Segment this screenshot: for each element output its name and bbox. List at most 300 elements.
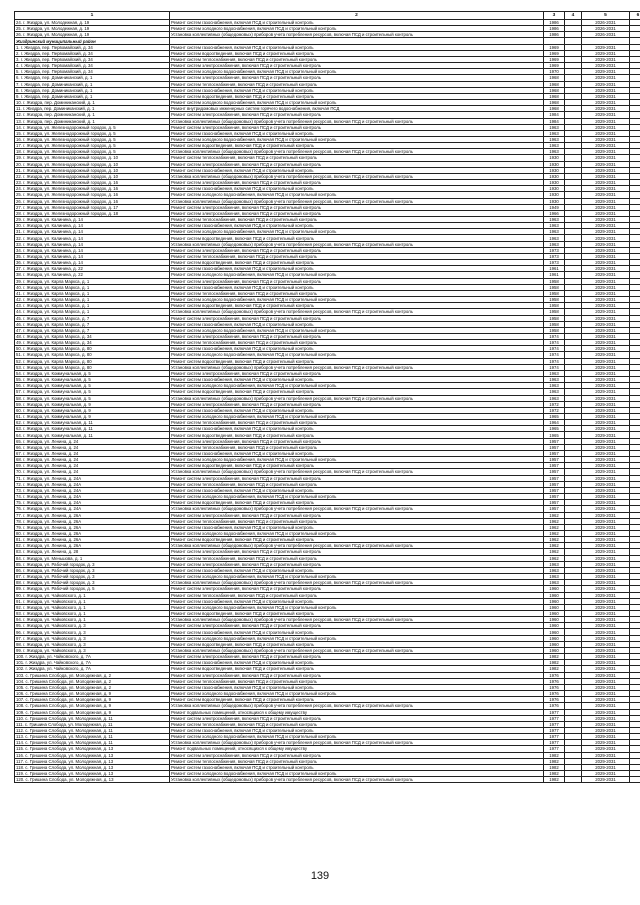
address-cell: 39. г. Жиздра, ул. Карла Маркса, д. 1: [15, 278, 170, 284]
address-cell: 21. г. Жиздра, ул. Железнодорожный городок, д. 10: [15, 167, 170, 173]
work-type-cell: Ремонт систем водоотведения, включая ПСД и строительный контроль: [170, 358, 544, 364]
work-type-cell: Ремонт систем холодного водоснабжения, включая ПСД и строительный контроль: [170, 327, 544, 333]
period-cell: 2029-2031: [582, 641, 630, 647]
year-cell: 1963: [544, 377, 565, 383]
work-type-cell: Установка коллективных (общедомовых) приборов учета потребления ресурсов, включая ПСД и строительный контроль: [170, 173, 544, 179]
period-cell: 2029-2031: [582, 167, 630, 173]
period-cell: 2029-2031: [582, 752, 630, 758]
address-cell: 73. г. Жиздра, ул. Ленина, д. 24А: [15, 487, 170, 493]
table-body: [15, 12, 640, 783]
work-type-cell: Ремонт систем газоснабжения, включая ПСД и строительный контроль: [170, 377, 544, 383]
address-cell: 101. г. Жиздра, ул. Чайковского, д. 7А: [15, 660, 170, 666]
period-cell: 2029-2031: [582, 186, 630, 192]
work-type-cell: Ремонт систем водоотведения, включая ПСД и строительный контроль: [170, 50, 544, 56]
work-type-cell: Ремонт систем электроснабжения, включая ПСД и строительный контроль: [170, 401, 544, 407]
period-cell: 2029-2031: [582, 340, 630, 346]
year-cell: 1974: [544, 340, 565, 346]
address-cell: 119. с. Гришина Слобода, ул. Молодежная, д. 13: [15, 771, 170, 777]
period-cell: 2029-2031: [582, 106, 630, 112]
work-type-cell: Ремонт систем теплоснабжения, включая ПСД и строительный контроль: [170, 721, 544, 727]
year-cell: 1974: [544, 364, 565, 370]
year-cell: 1976: [544, 678, 565, 684]
section-title: Жиздринский муниципальный район: [15, 38, 170, 44]
work-type-cell: Ремонт систем электроснабжения, включая ПСД и строительный контроль: [170, 475, 544, 481]
address-cell: 112. с. Гришина Слобода, ул. Молодежная, д. 11: [15, 727, 170, 733]
address-cell: 52. г. Жиздра, ул. Карла Маркса, д. 80: [15, 358, 170, 364]
work-type-cell: Ремонт систем холодного водоснабжения, включая ПСД и строительный контроль: [170, 69, 544, 75]
period-cell: 2029-2031: [582, 586, 630, 592]
period-cell: 2029-2031: [582, 69, 630, 75]
period-cell: 2029-2031: [582, 740, 630, 746]
work-type-cell: Ремонт систем электроснабжения, включая ПСД и строительный контроль: [170, 586, 544, 592]
year-cell: 1972: [544, 407, 565, 413]
period-cell: 2029-2031: [582, 494, 630, 500]
period-cell: 2029-2031: [582, 561, 630, 567]
year-cell: 1963: [544, 395, 565, 401]
year-cell: 1958: [544, 290, 565, 296]
work-type-cell: Ремонт систем холодного водоснабжения, включая ПСД и строительный контроль: [170, 229, 544, 235]
year-cell: 1961: [544, 272, 565, 278]
work-type-cell: Ремонт систем холодного водоснабжения, включая ПСД и строительный контроль: [170, 635, 544, 641]
period-cell: 2029-2031: [582, 623, 630, 629]
column-number: 4: [565, 12, 582, 20]
address-cell: 72. г. Жиздра, ул. Ленина, д. 24А: [15, 481, 170, 487]
period-cell: 2029-2031: [582, 346, 630, 352]
year-cell: 1974: [544, 352, 565, 358]
year-cell: 1963: [544, 143, 565, 149]
column-number: 2: [170, 12, 544, 20]
year-cell: 1958: [544, 303, 565, 309]
year-cell: 1970: [544, 69, 565, 75]
period-cell: 2029-2031: [582, 524, 630, 530]
period-cell: 2029-2031: [582, 691, 630, 697]
address-cell: 77. г. Жиздра, ул. Ленина, д. 26А: [15, 512, 170, 518]
address-cell: 2. г. Жиздра, пер. Первомайский, д. 34: [15, 50, 170, 56]
address-cell: 18. г. Жиздра, ул. Железнодорожный городок, д. 5: [15, 149, 170, 155]
address-cell: 24. г. Жиздра, ул. Железнодорожный городок, д. 16: [15, 186, 170, 192]
work-type-cell: Ремонт систем электроснабжения, включая ПСД и строительный контроль: [170, 180, 544, 186]
address-cell: 107. с. Гришина Слобода, ул. Молодежная, д. 9: [15, 697, 170, 703]
year-cell: 1960: [544, 604, 565, 610]
address-cell: 55. г. Жиздра, ул. Коммунальная, д. 5: [15, 377, 170, 383]
year-cell: 1976: [544, 684, 565, 690]
work-type-cell: Ремонт систем газоснабжения, включая ПСД и строительный контроль: [170, 87, 544, 93]
work-type-cell: Ремонт систем водоотведения, включая ПСД и строительный контроль: [170, 93, 544, 99]
year-cell: 1957: [544, 438, 565, 444]
address-cell: 98. г. Жиздра, ул. Чайковского, д. 3: [15, 641, 170, 647]
address-cell: 115. с. Гришина Слобода, ул. Молодежная, д. 13: [15, 746, 170, 752]
address-cell: 59. г. Жиздра, ул. Коммунальная, д. 9: [15, 401, 170, 407]
column-number: 1: [15, 12, 170, 20]
period-cell: 2029-2031: [582, 697, 630, 703]
work-type-cell: Ремонт систем газоснабжения, включая ПСД и строительный контроль: [170, 764, 544, 770]
year-cell: 1965: [544, 426, 565, 432]
period-cell: 2029-2031: [582, 358, 630, 364]
address-cell: 19. г. Жиздра, ул. Железнодорожный городок, д. 10: [15, 155, 170, 161]
year-cell: 1958: [544, 315, 565, 321]
year-cell: 1968: [544, 93, 565, 99]
address-cell: 113. с. Гришина Слобода, ул. Молодежная, д. 11: [15, 734, 170, 740]
address-cell: 82. г. Жиздра, ул. Ленина, д. 26А: [15, 543, 170, 549]
address-cell: 7. г. Жиздра, пер. Доминиканский, д. 1: [15, 81, 170, 87]
period-cell: 2029-2031: [582, 450, 630, 456]
period-cell: 2029-2031: [582, 124, 630, 130]
address-cell: 90. г. Жиздра, ул. Чайковского, д. 1: [15, 592, 170, 598]
year-cell: 1957: [544, 444, 565, 450]
column-number-row: [15, 12, 640, 20]
work-type-cell: Ремонт систем холодного водоснабжения, включая ПСД и строительный контроль: [170, 691, 544, 697]
work-type-cell: Ремонт систем холодного водоснабжения, включая ПСД и строительный контроль: [170, 352, 544, 358]
year-cell: 1957: [544, 494, 565, 500]
work-type-cell: Ремонт систем водоотведения, включая ПСД и строительный контроль: [170, 235, 544, 241]
address-cell: 38. г. Жиздра, ул. Калинина, д. 22: [15, 272, 170, 278]
address-cell: 78. г. Жиздра, ул. Ленина, д. 26А: [15, 518, 170, 524]
period-cell: 2029-2031: [582, 321, 630, 327]
year-cell: 1963: [544, 217, 565, 223]
address-cell: 116. с. Гришина Слобода, ул. Молодежная, д. 13: [15, 752, 170, 758]
address-cell: 102. г. Жиздра, ул. Чайковского, д. 7А: [15, 666, 170, 672]
work-type-cell: Установка коллективных (общедомовых) приборов учета потребления ресурсов, включая ПСД и строительный контроль: [170, 617, 544, 623]
work-type-cell: Ремонт систем теплоснабжения, включая ПСД и строительный контроль: [170, 678, 544, 684]
address-cell: 61. г. Жиздра, ул. Коммунальная, д. 9: [15, 414, 170, 420]
work-type-cell: Ремонт систем теплоснабжения, включая ПСД и строительный контроль: [170, 155, 544, 161]
period-cell: 2029-2031: [582, 734, 630, 740]
address-cell: 47. г. Жиздра, ул. Карла Маркса, д. 7: [15, 327, 170, 333]
address-cell: 110. с. Гришина Слобода, ул. Молодежная, д. 11: [15, 715, 170, 721]
address-cell: 48. г. Жиздра, ул. Карла Маркса, д. 34: [15, 333, 170, 339]
year-cell: 1960: [544, 623, 565, 629]
year-cell: 1976: [544, 672, 565, 678]
year-cell: 1963: [544, 229, 565, 235]
work-type-cell: Ремонт систем электроснабжения, включая ПСД и строительный контроль: [170, 752, 544, 758]
table-row: [15, 777, 640, 783]
period-cell: 2029-2031: [582, 118, 630, 124]
work-type-cell: Ремонт систем теплоснабжения, включая ПСД и строительный контроль: [170, 253, 544, 259]
period-cell: 2029-2031: [582, 672, 630, 678]
work-type-cell: Ремонт систем водоотведения, включая ПСД и строительный контроль: [170, 500, 544, 506]
work-type-cell: Ремонт систем теплоснабжения, включая ПСД и строительный контроль: [170, 758, 544, 764]
address-cell: 118. с. Гришина Слобода, ул. Молодежная, д. 13: [15, 764, 170, 770]
year-cell: 1963: [544, 149, 565, 155]
year-cell: 1969: [544, 63, 565, 69]
work-type-cell: Ремонт систем холодного водоснабжения, включая ПСД и строительный контроль: [170, 26, 544, 32]
year-cell: 1958: [544, 321, 565, 327]
period-cell: 2029-2031: [582, 684, 630, 690]
period-cell: 2029-2031: [582, 457, 630, 463]
period-cell: 2029-2031: [582, 364, 630, 370]
work-type-cell: Ремонт систем газоснабжения, включая ПСД и строительный контроль: [170, 130, 544, 136]
period-cell: 2029-2031: [582, 217, 630, 223]
work-type-cell: Ремонт систем теплоснабжения, включая ПСД и строительный контроль: [170, 420, 544, 426]
year-cell: 1972: [544, 401, 565, 407]
address-cell: 41. г. Жиздра, ул. Карла Маркса, д. 1: [15, 290, 170, 296]
work-type-cell: Ремонт систем газоснабжения, включая ПСД и строительный контроль: [170, 407, 544, 413]
period-cell: 2029-2031: [582, 75, 630, 81]
address-cell: 25. г. Жиздра, ул. Железнодорожный городок, д. 16: [15, 192, 170, 198]
year-cell: 1930: [544, 167, 565, 173]
year-cell: 1962: [544, 543, 565, 549]
work-type-cell: Ремонт систем электроснабжения, включая ПСД и строительный контроль: [170, 210, 544, 216]
period-cell: 2029-2031: [582, 377, 630, 383]
period-cell: 2029-2031: [582, 235, 630, 241]
period-cell: 2029-2031: [582, 555, 630, 561]
year-cell: 1982: [544, 666, 565, 672]
address-cell: 35. г. Жиздра, ул. Калинина, д. 14: [15, 253, 170, 259]
period-cell: 2029-2031: [582, 198, 630, 204]
period-cell: 2029-2031: [582, 297, 630, 303]
work-type-cell: Ремонт систем водоотведения, включая ПСД и строительный контроль: [170, 611, 544, 617]
work-type-cell: Ремонт систем газоснабжения, включая ПСД и строительный контроль: [170, 598, 544, 604]
address-cell: 5. г. Жиздра, пер. Первомайский, д. 34: [15, 69, 170, 75]
address-cell: 54. г. Жиздра, ул. Коммунальная, д. 5: [15, 370, 170, 376]
period-cell: 2029-2031: [582, 253, 630, 259]
year-cell: 1957: [544, 475, 565, 481]
period-cell: 2029-2031: [582, 407, 630, 413]
year-cell: 1963: [544, 574, 565, 580]
address-cell: 13. г. Жиздра, пер. Доминиканский, д. 1: [15, 118, 170, 124]
column-number: 6: [630, 12, 640, 20]
year-cell: 1962: [544, 518, 565, 524]
year-cell: 1957: [544, 450, 565, 456]
year-cell: 1957: [544, 487, 565, 493]
year-cell: 1986: [544, 20, 565, 26]
work-type-cell: Установка коллективных (общедомовых) приборов учета потребления ресурсов, включая ПСД и строительный контроль: [170, 364, 544, 370]
period-cell: 2029-2031: [582, 401, 630, 407]
work-type-cell: Ремонт систем газоснабжения, включая ПСД и строительный контроль: [170, 629, 544, 635]
period-cell: 2029-2031: [582, 180, 630, 186]
address-cell: 32. г. Жиздра, ул. Калинина, д. 14: [15, 235, 170, 241]
work-type-cell: Ремонт систем водоотведения, включая ПСД и строительный контроль: [170, 463, 544, 469]
work-type-cell: Ремонт систем электроснабжения, включая ПСД и строительный контроль: [170, 512, 544, 518]
address-cell: 53. г. Жиздра, ул. Карла Маркса, д. 80: [15, 364, 170, 370]
year-cell: 1984: [544, 118, 565, 124]
period-cell: 2029-2031: [582, 709, 630, 715]
year-cell: 1977: [544, 709, 565, 715]
period-cell: 2029-2031: [582, 204, 630, 210]
period-cell: 2029-2031: [582, 537, 630, 543]
address-cell: 23. г. Жиздра, ул. Железнодорожный городок, д. 16: [15, 180, 170, 186]
work-type-cell: Установка коллективных (общедомовых) приборов учета потребления ресурсов, включая ПСД и строительный контроль: [170, 395, 544, 401]
year-cell: 1973: [544, 247, 565, 253]
period-cell: 2029-2031: [582, 266, 630, 272]
address-cell: 57. г. Жиздра, ул. Коммунальная, д. 5: [15, 389, 170, 395]
work-type-cell: Ремонт систем газоснабжения, включая ПСД и строительный контроль: [170, 284, 544, 290]
year-cell: 1958: [544, 327, 565, 333]
address-cell: 3. г. Жиздра, пер. Первомайский, д. 34: [15, 56, 170, 62]
period-cell: 2029-2031: [582, 260, 630, 266]
work-type-cell: Ремонт систем холодного водоснабжения, включая ПСД и строительный контроль: [170, 734, 544, 740]
period-cell: 2029-2031: [582, 746, 630, 752]
address-cell: 75. г. Жиздра, ул. Ленина, д. 24А: [15, 500, 170, 506]
period-cell: 2029-2031: [582, 272, 630, 278]
address-cell: 34. г. Жиздра, ул. Калинина, д. 14: [15, 247, 170, 253]
address-cell: 70. г. Жиздра, ул. Ленина, д. 24: [15, 469, 170, 475]
period-cell: 2029-2031: [582, 543, 630, 549]
year-cell: 1958: [544, 284, 565, 290]
work-type-cell: Ремонт систем водоотведения, включая ПСД и строительный контроль: [170, 641, 544, 647]
work-type-cell: Ремонт систем холодного водоснабжения, включая ПСД и строительный контроль: [170, 297, 544, 303]
work-type-cell: Ремонт систем электроснабжения, включая ПСД и строительный контроль: [170, 63, 544, 69]
address-cell: 88. г. Жиздра, ул. Рабочий городок, д. 3: [15, 580, 170, 586]
period-cell: 2029-2031: [582, 758, 630, 764]
address-cell: 33. г. Жиздра, ул. Калинина, д. 14: [15, 241, 170, 247]
work-type-cell: Ремонт систем электроснабжения, включая ПСД и строительный контроль: [170, 315, 544, 321]
period-cell: 2029-2031: [582, 592, 630, 598]
work-type-cell: Ремонт систем теплоснабжения, включая ПСД и строительный контроль: [170, 290, 544, 296]
period-cell: 2029-2031: [582, 530, 630, 536]
work-type-cell: Ремонт систем теплоснабжения, включая ПСД и строительный контроль: [170, 481, 544, 487]
year-cell: 1957: [544, 457, 565, 463]
address-cell: 79. г. Жиздра, ул. Ленина, д. 26А: [15, 524, 170, 530]
period-cell: 2029-2031: [582, 475, 630, 481]
year-cell: 1974: [544, 358, 565, 364]
period-cell: 2029-2031: [582, 290, 630, 296]
work-type-cell: Ремонт систем теплоснабжения, включая ПСД и строительный контроль: [170, 81, 544, 87]
address-cell: 36. г. Жиздра, ул. Калинина, д. 14: [15, 260, 170, 266]
work-type-cell: Ремонт систем холодного водоснабжения, включая ПСД и строительный контроль: [170, 574, 544, 580]
work-type-cell: Ремонт систем холодного водоснабжения, включая ПСД и строительный контроль: [170, 530, 544, 536]
column-number: 3: [544, 12, 565, 20]
address-cell: 26. г. Жиздра, ул. Молодежная, д. 19: [15, 32, 170, 38]
address-cell: 44. г. Жиздра, ул. Карла Маркса, д. 1: [15, 309, 170, 315]
year-cell: 1960: [544, 647, 565, 653]
period-cell: 2029-2031: [582, 549, 630, 555]
year-cell: 1957: [544, 463, 565, 469]
work-type-cell: Ремонт систем водоотведения, включая ПСД и строительный контроль: [170, 260, 544, 266]
address-cell: 45. г. Жиздра, ул. Карла Маркса, д. 7: [15, 315, 170, 321]
address-cell: 80. г. Жиздра, ул. Ленина, д. 26А: [15, 530, 170, 536]
year-cell: 1973: [544, 253, 565, 259]
period-cell: 2029-2031: [582, 389, 630, 395]
year-cell: 1957: [544, 506, 565, 512]
work-type-cell: Ремонт систем электроснабжения, включая ПСД и строительный контроль: [170, 370, 544, 376]
year-cell: 1963: [544, 130, 565, 136]
work-type-cell: Ремонт систем электроснабжения, включая ПСД и строительный контроль: [170, 204, 544, 210]
work-type-cell: Ремонт систем водоотведения, включая ПСД и строительный контроль: [170, 666, 544, 672]
address-cell: 29. г. Жиздра, ул. Калинина, д. 14: [15, 217, 170, 223]
period-cell: 2029-2031: [582, 420, 630, 426]
address-cell: 92. г. Жиздра, ул. Чайковского, д. 1: [15, 604, 170, 610]
period-cell: 2029-2031: [582, 469, 630, 475]
work-type-cell: Ремонт систем газоснабжения, включая ПСД и строительный контроль: [170, 167, 544, 173]
address-cell: 81. г. Жиздра, ул. Ленина, д. 26А: [15, 537, 170, 543]
work-type-cell: Ремонт систем водоотведения, включая ПСД и строительный контроль: [170, 389, 544, 395]
year-cell: 1963: [544, 124, 565, 130]
year-cell: 1930: [544, 173, 565, 179]
address-cell: 25. г. Жиздра, ул. Молодежная, д. 19: [15, 26, 170, 32]
period-cell: 2029-2031: [582, 44, 630, 50]
work-type-cell: Ремонт систем электроснабжения, включая ПСД и строительный контроль: [170, 438, 544, 444]
year-cell: 1976: [544, 691, 565, 697]
year-cell: 1969: [544, 50, 565, 56]
work-type-cell: Ремонт систем газоснабжения, включая ПСД и строительный контроль: [170, 346, 544, 352]
year-cell: 1982: [544, 771, 565, 777]
year-cell: 1963: [544, 561, 565, 567]
address-cell: 69. г. Жиздра, ул. Ленина, д. 24: [15, 463, 170, 469]
work-type-cell: Ремонт систем электроснабжения, включая ПСД и строительный контроль: [170, 672, 544, 678]
work-type-cell: Установка коллективных (общедомовых) приборов учета потребления ресурсов, включая ПСД и строительный контроль: [170, 309, 544, 315]
year-cell: 1961: [544, 266, 565, 272]
period-cell: 2029-2031: [582, 370, 630, 376]
year-cell: 1957: [544, 469, 565, 475]
address-cell: 114. с. Гришина Слобода, ул. Молодежная, д. 11: [15, 740, 170, 746]
year-cell: 1977: [544, 740, 565, 746]
year-cell: 1930: [544, 161, 565, 167]
address-cell: 27. г. Жиздра, ул. Железнодорожный городок, д. 17: [15, 204, 170, 210]
period-cell: 2029-2031: [582, 315, 630, 321]
period-cell: 2029-2031: [582, 611, 630, 617]
work-type-cell: Ремонт систем газоснабжения, включая ПСД и строительный контроль: [170, 684, 544, 690]
work-type-cell: Ремонт систем газоснабжения, включая ПСД и строительный контроль: [170, 660, 544, 666]
address-cell: 86. г. Жиздра, ул. Рабочий городок, д. 3: [15, 567, 170, 573]
address-cell: 96. г. Жиздра, ул. Чайковского, д. 3: [15, 629, 170, 635]
address-cell: 64. г. Жиздра, ул. Коммунальная, д. 11: [15, 432, 170, 438]
year-cell: 1965: [544, 432, 565, 438]
year-cell: 1968: [544, 87, 565, 93]
address-cell: 106. с. Гришина Слобода, ул. Молодежная, д. 9: [15, 691, 170, 697]
year-cell: 1957: [544, 500, 565, 506]
year-cell: 1960: [544, 592, 565, 598]
period-cell: 2029-2031: [582, 654, 630, 660]
work-type-cell: Ремонт внутридомовых инженерных систем горячего водоснабжения, включая ПСД: [170, 106, 544, 112]
year-cell: 1964: [544, 420, 565, 426]
work-type-cell: Ремонт подвальных помещений, относящихся к общему имуществу: [170, 709, 544, 715]
year-cell: 1960: [544, 641, 565, 647]
address-cell: 8. г. Жиздра, пер. Доминиканский, д. 1: [15, 87, 170, 93]
year-cell: 1930: [544, 155, 565, 161]
year-cell: 1977: [544, 715, 565, 721]
period-cell: 2029-2031: [582, 703, 630, 709]
year-cell: 1930: [544, 198, 565, 204]
period-cell: 2029-2031: [582, 580, 630, 586]
period-cell: 2029-2031: [582, 56, 630, 62]
year-cell: 1982: [544, 752, 565, 758]
address-cell: 26. г. Жиздра, ул. Железнодорожный городок, д. 16: [15, 198, 170, 204]
period-cell: 2029-2031: [582, 715, 630, 721]
year-cell: 1982: [544, 758, 565, 764]
register-sheet: [14, 11, 640, 783]
work-type-cell: Ремонт систем газоснабжения, включая ПСД и строительный контроль: [170, 321, 544, 327]
year-cell: 1969: [544, 56, 565, 62]
year-cell: 1968: [544, 81, 565, 87]
address-cell: 51. г. Жиздра, ул. Карла Маркса, д. 80: [15, 352, 170, 358]
period-cell: 2029-2031: [582, 727, 630, 733]
period-cell: 2029-2031: [582, 93, 630, 99]
period-cell: 2029-2031: [582, 173, 630, 179]
year-cell: 1960: [544, 629, 565, 635]
work-type-cell: Установка коллективных (общедомовых) приборов учета потребления ресурсов, включая ПСД и строительный контроль: [170, 543, 544, 549]
address-cell: 4. г. Жиздра, пер. Первомайский, д. 34: [15, 63, 170, 69]
period-cell: 2029-2031: [582, 143, 630, 149]
period-cell: 2029-2031: [582, 229, 630, 235]
period-cell: 2029-2031: [582, 660, 630, 666]
year-cell: 1962: [544, 530, 565, 536]
year-cell: 1960: [544, 617, 565, 623]
work-type-cell: Ремонт систем электроснабжения, включая ПСД и строительный контроль: [170, 549, 544, 555]
period-cell: 2029-2031: [582, 63, 630, 69]
year-cell: 1982: [544, 777, 565, 783]
work-type-cell: Ремонт систем холодного водоснабжения, включая ПСД и строительный контроль: [170, 494, 544, 500]
period-cell: 2029-2031: [582, 241, 630, 247]
address-cell: 97. г. Жиздра, ул. Чайковского, д. 3: [15, 635, 170, 641]
work-type-cell: Установка коллективных (общедомовых) приборов учета потребления ресурсов, включая ПСД и строительный контроль: [170, 703, 544, 709]
work-type-cell: Установка коллективных (общедомовых) приборов учета потребления ресурсов, включая ПСД и строительный контроль: [170, 241, 544, 247]
period-cell: 2029-2031: [582, 149, 630, 155]
year-cell: 1976: [544, 703, 565, 709]
period-cell: 2029-2031: [582, 506, 630, 512]
work-type-cell: Ремонт систем электроснабжения, включая ПСД и строительный контроль: [170, 161, 544, 167]
period-cell: 2029-2031: [582, 192, 630, 198]
